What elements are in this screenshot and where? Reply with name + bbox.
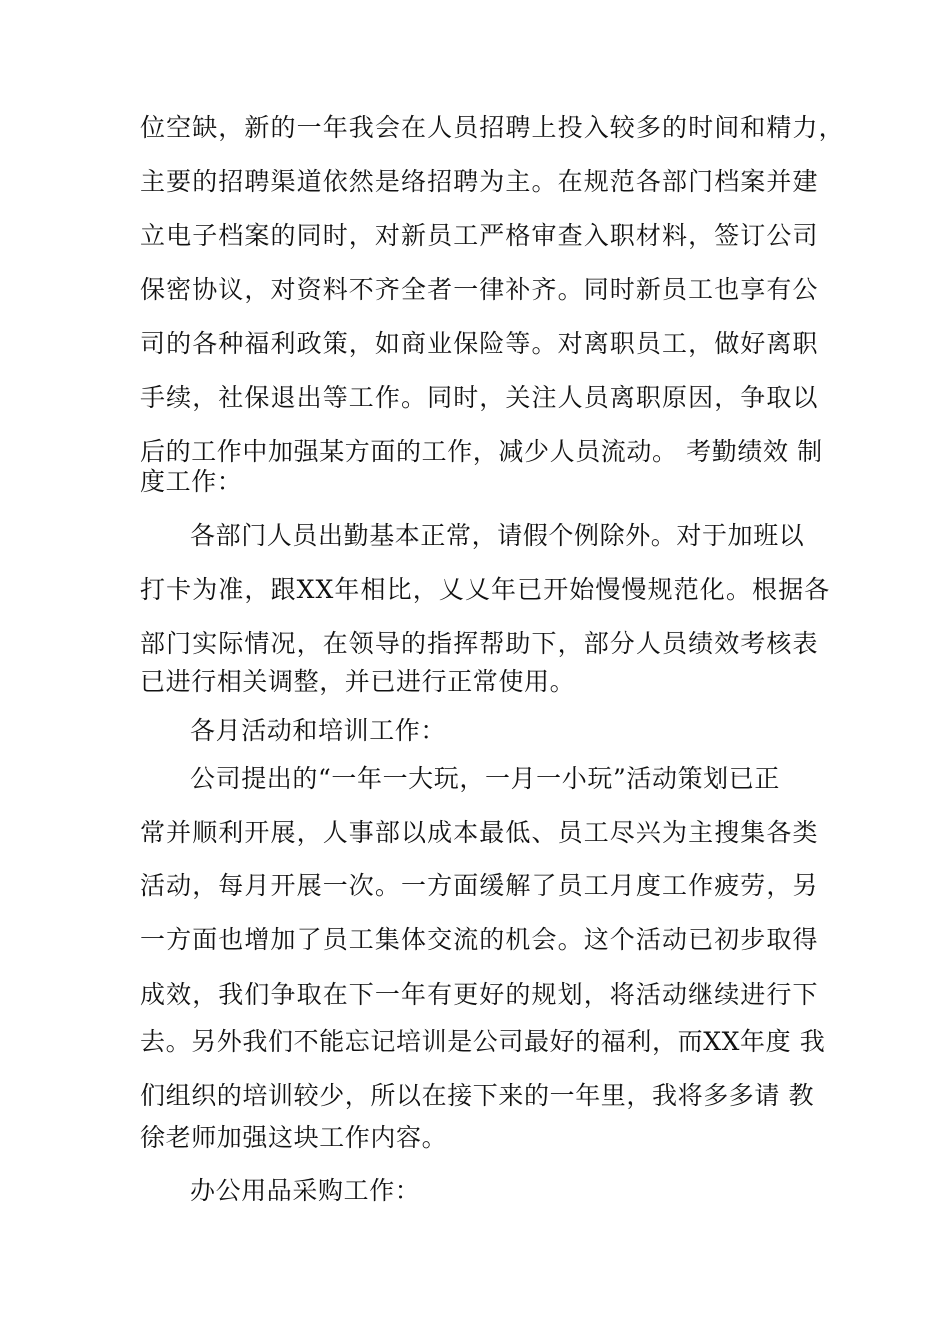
text-line: 后的工作中加强某方面的工作，减少人员流动。 考勤绩效 制: [140, 437, 823, 466]
text-line: 保密协议，对资料不齐全者一律补齐。同时新员工也享有公: [140, 275, 819, 304]
text-line: 主要的招聘渠道依然是络招聘为主。在规范各部门档案并建: [140, 167, 819, 196]
text-line: 打卡为准，跟XX年相比，乂乂年已开始慢慢规范化。根据各: [140, 575, 831, 604]
paragraph-first-line: 各部门人员出勤基本正常，请假个例除外。对于加班以: [190, 521, 805, 550]
text-line: 一方面也增加了员工集体交流的机会。这个活动已初步取得: [140, 925, 819, 954]
text-line: 已进行相关调整，并已进行正常使用。: [140, 667, 576, 696]
text-line: 常并顺利开展，人事部以成本最低、员工尽兴为主搜集各类: [140, 818, 819, 847]
text-line: 司的各种福利政策，如商业保险等。对离职员工，做好离职: [140, 329, 819, 358]
text-line: 成效，我们争取在下一年有更好的规划，将活动继续进行下: [140, 980, 819, 1009]
paragraph-first-line: 公司提出的“一年一大玩，一月一小玩”活动策划已正: [190, 764, 780, 793]
text-line: 去。另外我们不能忘记培训是公司最好的福利，而XX年度 我: [140, 1027, 826, 1056]
section-heading: 各月活动和培训工作：: [190, 716, 447, 745]
text-line: 度工作：: [140, 467, 243, 496]
text-line: 徐老师加强这块工作内容。: [140, 1123, 448, 1152]
text-line: 位空缺，新的一年我会在人员招聘上投入较多的时间和精力，: [140, 113, 845, 142]
text-line: 立电子档案的同时，对新员工严格审查入职材料，签订公司: [140, 221, 819, 250]
text-line: 手续，社保退出等工作。同时，关注人员离职原因，争取以: [140, 383, 819, 412]
section-heading: 办公用品采购工作：: [190, 1176, 421, 1205]
text-line: 部门实际情况，在领导的指挥帮助下，部分人员绩效考核表: [140, 629, 819, 658]
text-line: 们组织的培训较少，所以在接下来的一年里，我将多多请 教: [140, 1081, 815, 1110]
text-line: 活动，每月开展一次。一方面缓解了员工月度工作疲劳，另: [140, 871, 819, 900]
